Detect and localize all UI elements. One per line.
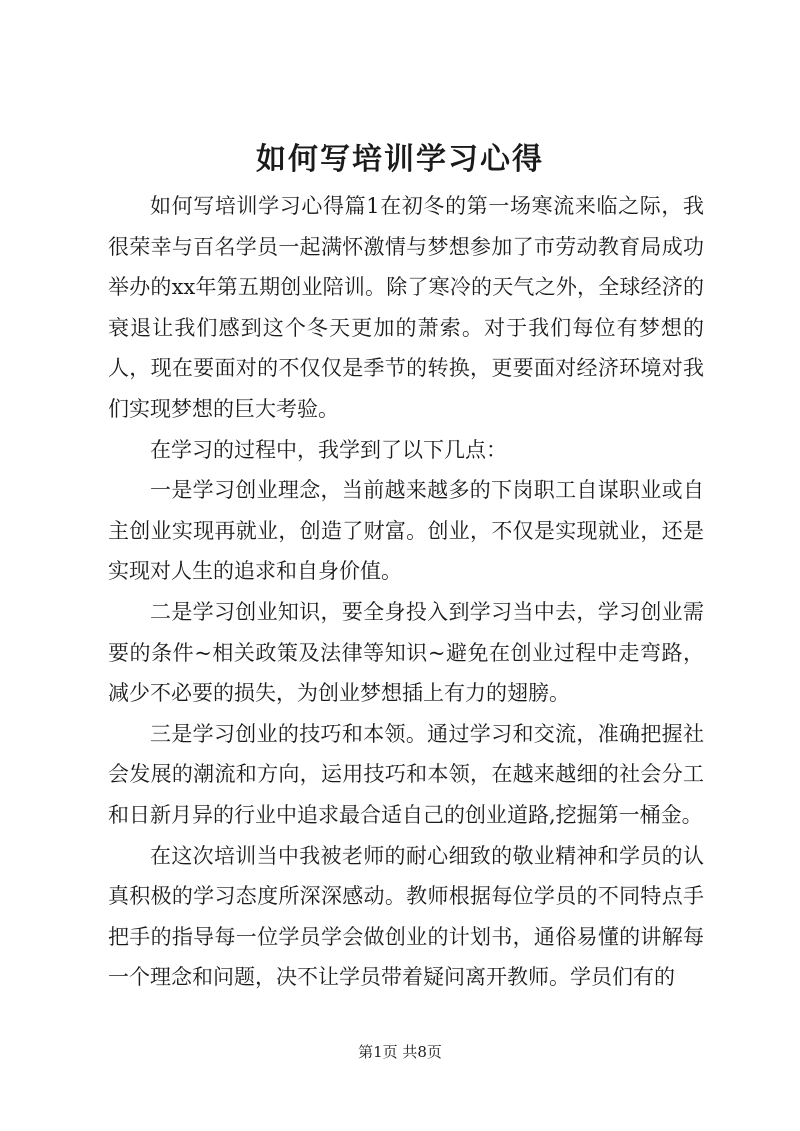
paragraph: 在学习的过程中，我学到了以下几点： [150,437,507,462]
paragraph: 在这次培训当中我被老师的耐心细致的敬业精神和学员的认真积极的学习态度所深深感动。教师根据每位学员的不同特点手把手的指导每一位学员学会做创业的计划书，通俗易懂的讲解每一个理念和问题，决不让学员带着疑问离开教师。学员们有的 [108,843,704,990]
paragraph: 一是学习创业理念，当前越来越多的下岗职工自谋职业或自主创业实现再就业，创造了财富。创业，不仅是实现就业，还是实现对人生的追求和自身价值。 [108,478,704,584]
paragraph: 二是学习创业知识，要全身投入到学习当中去，学习创业需要的条件~相关政策及法律等知识~避免在创业过程中走弯路，减少不必要的损失，为创业梦想插上有力的翅膀。 [108,599,704,706]
paragraph: 如何写培训学习心得篇1在初冬的第一场寒流来临之际，我很荣幸与百名学员一起满怀激情与梦想参加了市劳动教育局成功举办的xx年第五期创业陪训。除了寒冷的天气之外，全球经济的衰退让我们感到这个冬天更加的萧索。对于我们每位有梦想的人，现在要面对的不仅仅是季节的转换，更要面对经济环境对我们实现梦想的巨大考验。 [108,194,704,421]
paragraph: 三是学习创业的技巧和本领。通过学习和交流，准确把握社会发展的潮流和方向，运用技巧和本领，在越来越细的社会分工和日新月异的行业中追求最合适自己的创业道路,挖掘第一桶金。 [108,721,704,827]
document-title: 如何写培训学习心得 [256,142,544,177]
document-body [108,186,704,998]
page-footer: 第1页 共8页 [358,1043,442,1061]
